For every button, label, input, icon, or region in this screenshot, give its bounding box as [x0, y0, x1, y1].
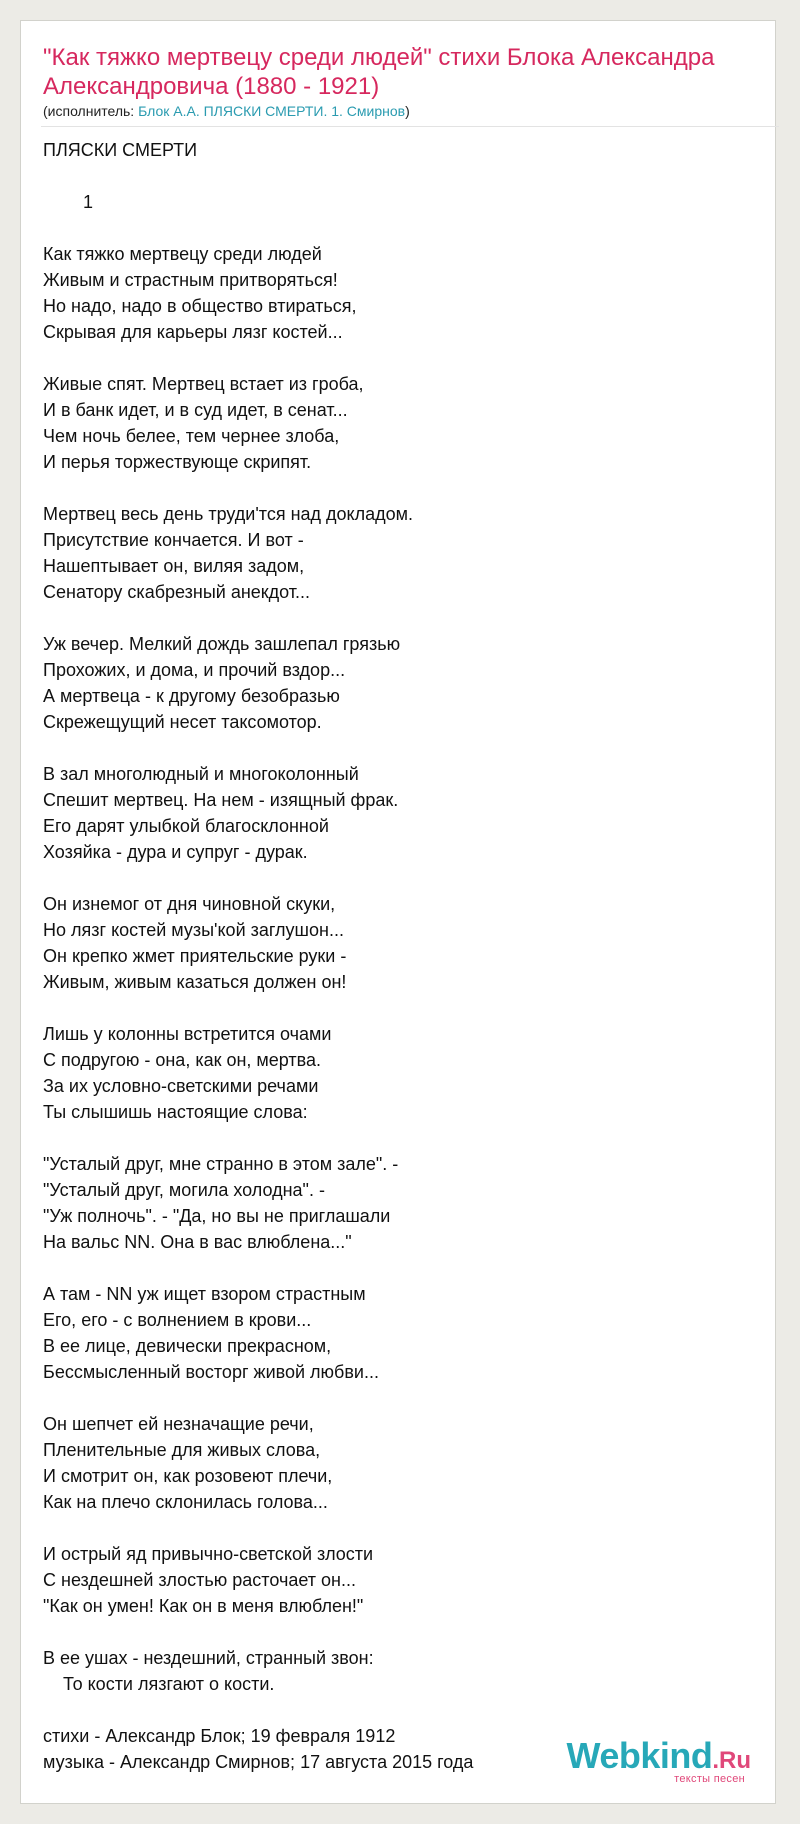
blank-line — [43, 995, 755, 1021]
lyric-line: Его, его - с волнением в крови... — [43, 1310, 312, 1330]
blank-line — [43, 345, 755, 371]
lyric-line: Живым, живым казаться должен он! — [43, 972, 347, 992]
blank-line — [43, 1697, 755, 1723]
lyric-line: Скрывая для карьеры лязг костей... — [43, 322, 343, 342]
lyric-line: На вальс NN. Она в вас влюблена..." — [43, 1232, 352, 1252]
site-logo[interactable] — [566, 1735, 751, 1785]
lyric-line: В зал многолюдный и многоколонный — [43, 764, 359, 784]
lyric-line: Как тяжко мертвецу среди людей — [43, 244, 322, 264]
lyric-line: Спешит мертвец. На нем - изящный фрак. — [43, 790, 399, 810]
lyric-line: Он изнемог от дня чиновной скуки, — [43, 894, 336, 914]
logo-subtitle: тексты песен — [674, 1773, 745, 1785]
lyric-line: Живые спят. Мертвец встает из гроба, — [43, 374, 364, 394]
blank-line — [43, 605, 755, 631]
lyric-line: Пленительные для живых слова, — [43, 1440, 321, 1460]
page-header — [43, 43, 755, 120]
lyric-line: Хозяйка - дура и супруг - дурак. — [43, 842, 308, 862]
lyric-line: В ее лице, девически прекрасном, — [43, 1336, 332, 1356]
logo-tld-text: .Ru — [712, 1747, 751, 1774]
lyric-line: То кости лязгают о кости. — [43, 1674, 275, 1694]
lyrics-text — [43, 137, 755, 1775]
lyric-line: В ее ушах - нездешний, странный звон: — [43, 1648, 374, 1668]
lyric-line: Мертвец весь день труди'тся над докладом. — [43, 504, 414, 524]
lyric-line: Ты слышишь настоящие слова: — [43, 1102, 308, 1122]
header-divider — [41, 126, 779, 127]
blank-line — [43, 215, 755, 241]
lyric-line: Сенатору скабрезный анекдот... — [43, 582, 311, 602]
blank-line — [43, 1515, 755, 1541]
lyric-line: Скрежещущий несет таксомотор. — [43, 712, 322, 732]
lyric-line: "Как он умен! Как он в меня влюблен!" — [43, 1596, 364, 1616]
lyric-line: А там - NN уж ищет взором страстным — [43, 1284, 366, 1304]
lyric-line: И смотрит он, как розовеют плечи, — [43, 1466, 333, 1486]
performer-link[interactable]: Блок А.А. ПЛЯСКИ СМЕРТИ. 1. Смирнов — [138, 103, 406, 119]
blank-line — [43, 475, 755, 501]
lyric-line: И перья торжествующе скрипят. — [43, 452, 312, 472]
lyric-line: Присутствие кончается. И вот - — [43, 530, 304, 550]
blank-line — [43, 735, 755, 761]
lyric-line: музыка - Александр Смирнов; 17 августа 2015 года — [43, 1752, 474, 1772]
logo-main-text: Webkind — [566, 1735, 713, 1776]
lyric-line: За их условно-светскими речами — [43, 1076, 319, 1096]
lyric-line: А мертвеца - к другому безобразью — [43, 686, 340, 706]
lyric-line: "Уж полночь". - "Да, но вы не приглашали — [43, 1206, 391, 1226]
blank-line — [43, 1255, 755, 1281]
lyric-line: Лишь у колонны встретится очами — [43, 1024, 332, 1044]
performer-prefix: (исполнитель: — [43, 103, 139, 119]
performer-line — [43, 102, 755, 120]
performer-suffix: ) — [405, 103, 410, 119]
blank-line — [43, 1619, 755, 1645]
blank-line — [43, 163, 755, 189]
lyric-line: И острый яд привычно-светской злости — [43, 1544, 374, 1564]
lyric-line: Бессмысленный восторг живой любви... — [43, 1362, 379, 1382]
lyric-line: "Усталый друг, могила холодна". - — [43, 1180, 325, 1200]
lyric-line: Он крепко жмет приятельские руки - — [43, 946, 347, 966]
lyric-line: С подругою - она, как он, мертва. — [43, 1050, 322, 1070]
lyrics-card — [20, 20, 776, 1804]
lyric-line: Чем ночь белее, тем чернее злоба, — [43, 426, 340, 446]
blank-line — [43, 865, 755, 891]
lyric-line: Нашептывает он, виляя задом, — [43, 556, 305, 576]
blank-line — [43, 1385, 755, 1411]
blank-line — [43, 1125, 755, 1151]
lyric-line: стихи - Александр Блок; 19 февраля 1912 — [43, 1726, 396, 1746]
lyric-line: С нездешней злостью расточает он... — [43, 1570, 356, 1590]
lyric-line: Но лязг костей музы'кой заглушон... — [43, 920, 344, 940]
lyric-line: Его дарят улыбкой благосклонной — [43, 816, 329, 836]
lyric-line: Прохожих, и дома, и прочий вздор... — [43, 660, 346, 680]
logo-wordmark — [566, 1735, 751, 1776]
lyric-line: Уж вечер. Мелкий дождь зашлепал грязью — [43, 634, 401, 654]
lyric-line: Живым и страстным притворяться! — [43, 270, 338, 290]
lyric-line: И в банк идет, и в суд идет, в сенат... — [43, 400, 348, 420]
lyric-line: 1 — [43, 192, 94, 212]
lyric-line: Как на плечо склонилась голова... — [43, 1492, 328, 1512]
lyric-line: Он шепчет ей незначащие речи, — [43, 1414, 314, 1434]
lyric-line: "Усталый друг, мне странно в этом зале". - — [43, 1154, 399, 1174]
lyric-line: Но надо, надо в общество втираться, — [43, 296, 357, 316]
lyric-line: ПЛЯСКИ СМЕРТИ — [43, 140, 198, 160]
page-title: "Как тяжко мертвецу среди людей" стихи Блока Александра Александровича (1880 - 1921) — [43, 44, 715, 100]
